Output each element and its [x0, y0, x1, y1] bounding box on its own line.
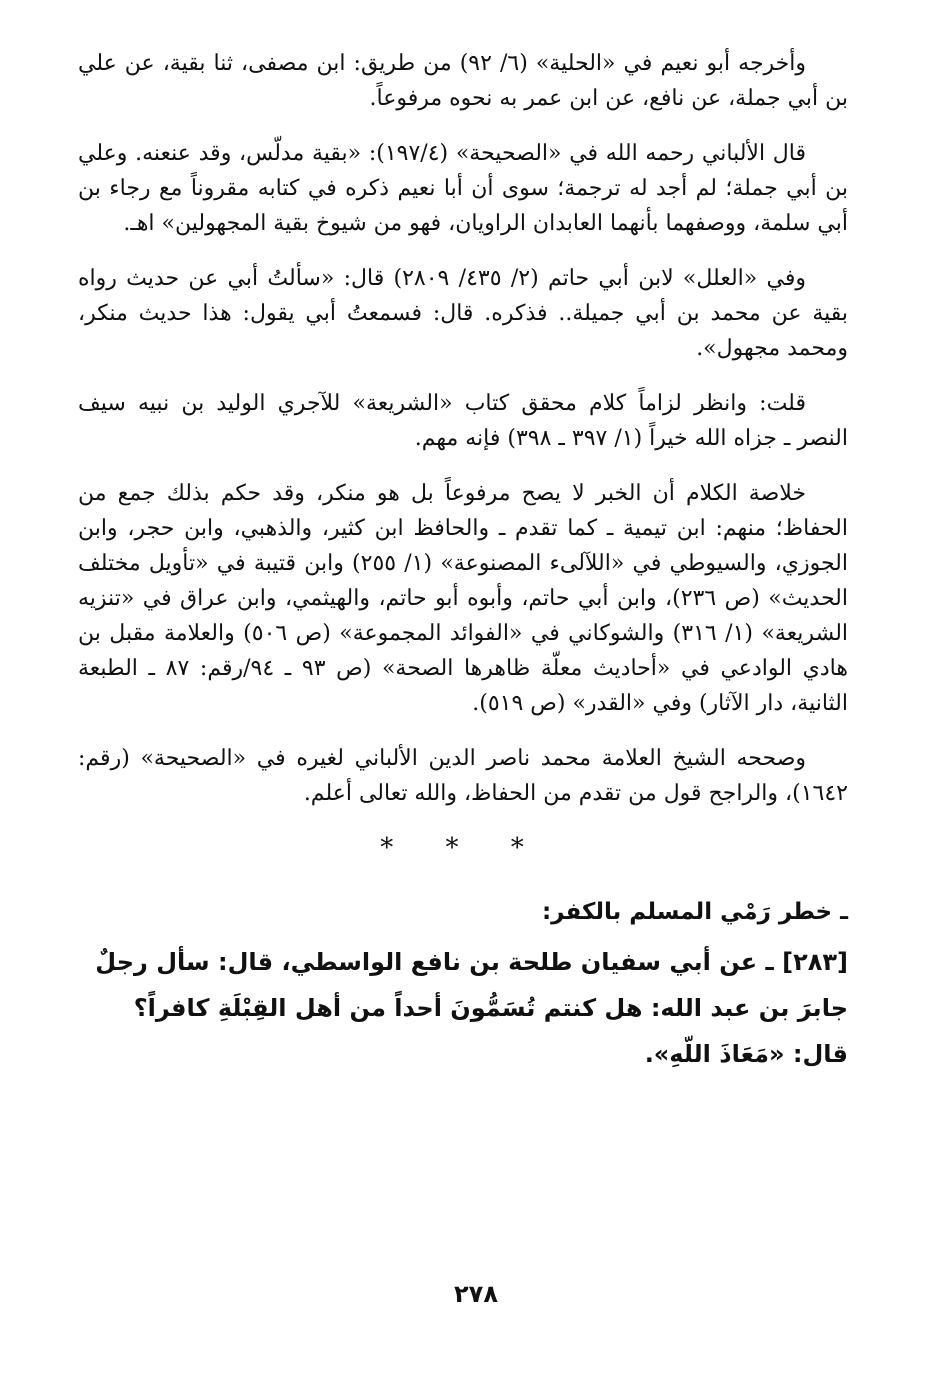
hadith-line-3: قال: «مَعَاذَ اللّهِ». [644, 1040, 848, 1068]
paragraph-3: وفي «العلل» لابن أبي حاتم (٢/ ٤٣٥/ ٢٨٠٩) قال: «سألتُ أبي عن حديث رواه بقية عن محمد بن أبي جميلة.. فذكره. قال: فسمعتُ أبي يقول: هذا حديث منكر، ومحمد مجهول». [78, 266, 848, 361]
page-number: ٢٧٨ [454, 1280, 498, 1308]
section-separator: * * * [380, 833, 546, 863]
paragraph-6: وصححه الشيخ العلامة محمد ناصر الدين الألباني لغيره في «الصحيحة» (رقم: ١٦٤٢)، والراجح قول من تقدم من الحفاظ، والله تعالى أعلم. [78, 746, 848, 806]
page-body [78, 46, 848, 1077]
paragraph-1: وأخرجه أبو نعيم في «الحلية» (٦/ ٩٢) من طريق: ابن مصفى، ثنا بقية، عن علي بن أبي جملة، عن نافع، عن ابن عمر به نحوه مرفوعاً. [78, 51, 848, 111]
paragraph-5: خلاصة الكلام أن الخبر لا يصح مرفوعاً بل هو منكر، وقد حكم بذلك جمع من الحفاظ؛ منهم: ابن تيمية ـ كما تقدم ـ والحافظ ابن كثير، والذهبي، وابن حجر، وابن الجوزي، والسيوطي في «اللآلىء المصنوعة» (١/ ٢٥٥) وابن قتيبة في «تأويل مختلف الحديث» (ص ٢٣٦)، وابن أبي حاتم، وأبوه أبو حاتم، والهيثمي، وابن عراق في «تنزيه الشريعة» (١/ ٣١٦) والشوكاني في «الفوائد المجموعة» (ص ٥٠٦) والعلامة مقبل بن هادي الوادعي في «أحاديث معلّة ظاهرها الصحة» (ص ٩٣ ـ ٩٤/رقم: ٨٧ ـ الطبعة الثانية، دار الآثار) وفي «القدر» (ص ٥١٩). [78, 481, 849, 716]
paragraph-4: قلت: وانظر لزاماً كلام محقق كتاب «الشريعة» للآجري الوليد بن نبيه سيف النصر ـ جزاه الله خيراً (١/ ٣٩٧ ـ ٣٩٨) فإنه مهم. [78, 391, 848, 451]
hadith-line-1: [٢٨٣] ـ عن أبي سفيان طلحة بن نافع الواسطي، قال: سأل رجلٌ [95, 948, 848, 976]
hadith-line-2: جابرَ بن عبد الله: هل كنتم تُسَمُّونَ أحداً من أهل القِبْلَةِ كافراً؟ [133, 994, 848, 1022]
hadith-text [78, 939, 848, 1077]
paragraph-2: قال الألباني رحمه الله في «الصحيحة» (١٩٧/٤): «بقية مدلّس، وقد عنعنه. وعلي بن أبي جملة؛ لم أجد له ترجمة؛ سوى أن أبا نعيم ذكره في كتابه مقروناً مع رجاء بن أبي سلمة، ووصفهما بأنهما العابدان الراويان، فهو من شيوخ بقية المجهولين» اهـ. [78, 141, 848, 236]
section-heading: ـ خطر رَمْي المسلم بالكفر: [541, 899, 848, 925]
